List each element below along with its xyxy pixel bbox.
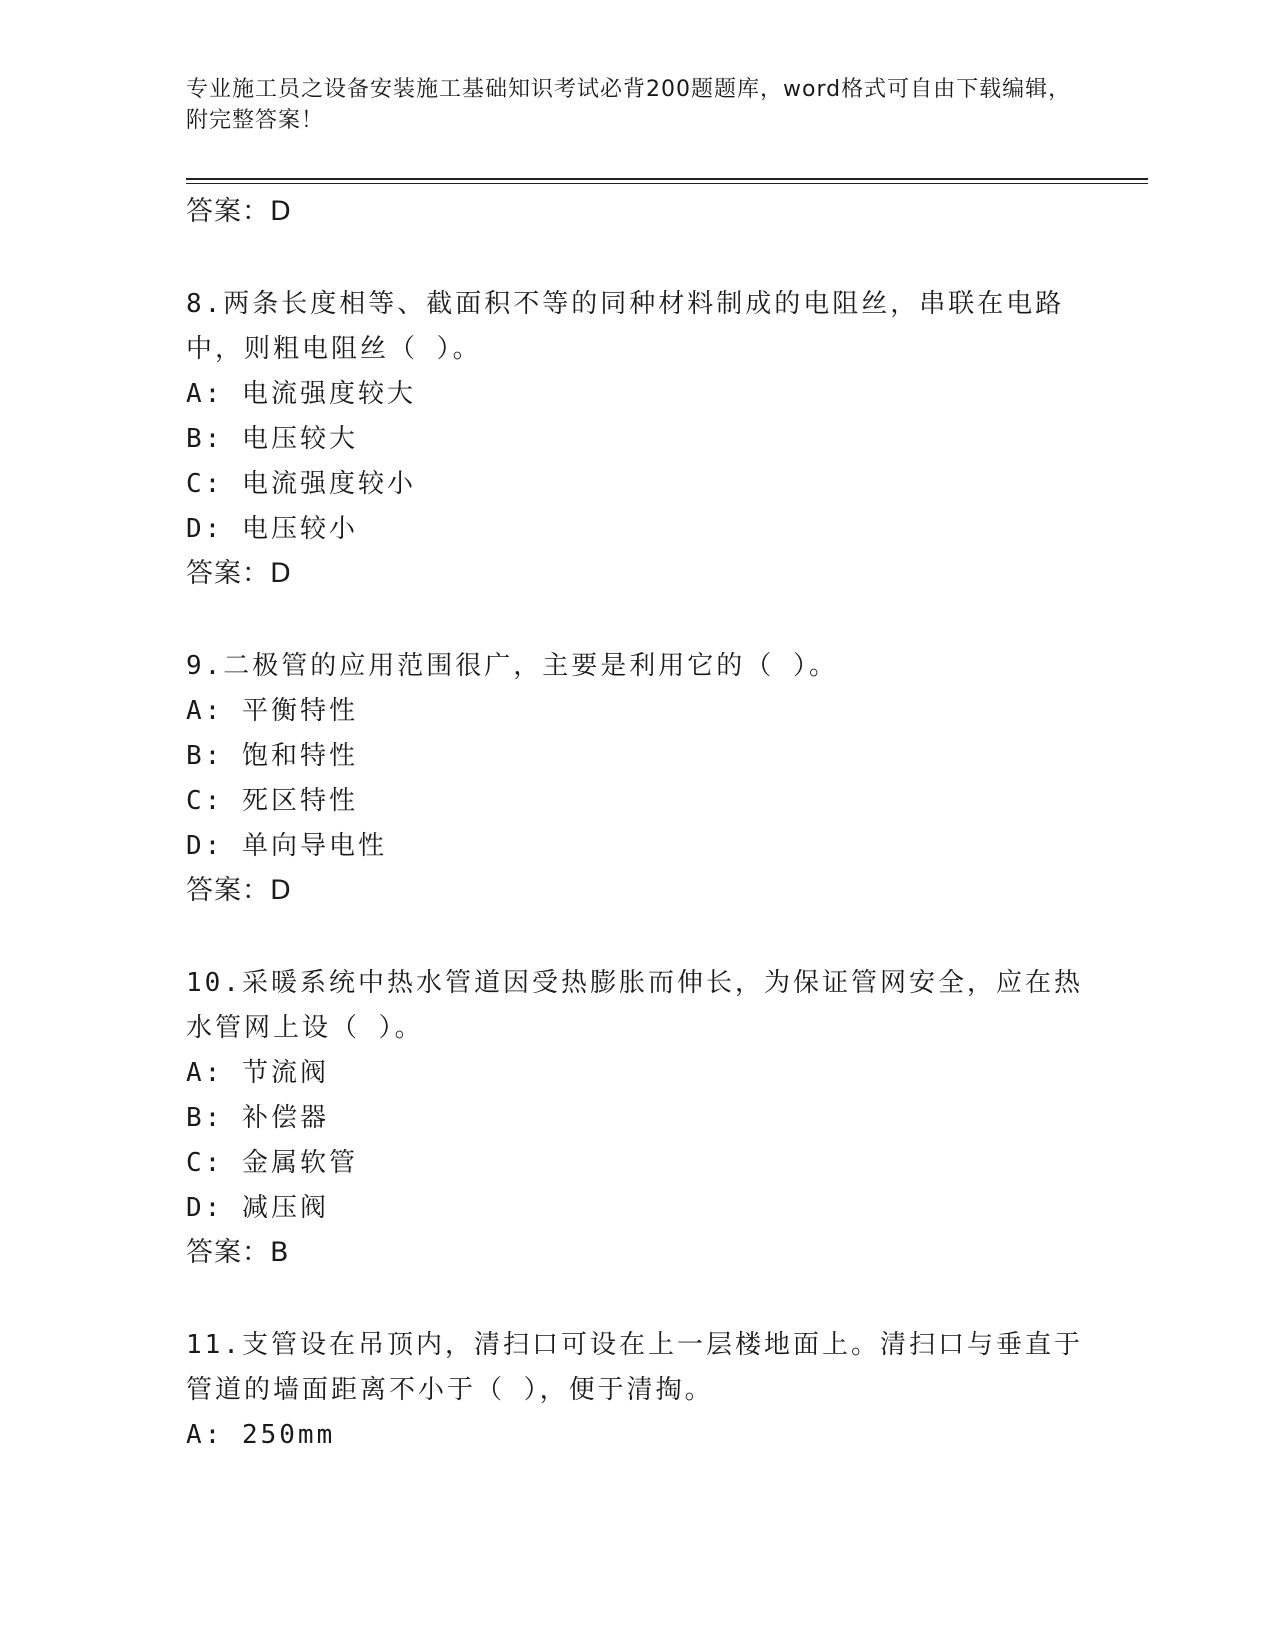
question-stem: 8.两条长度相等、截面积不等的同种材料制成的电阻丝，串联在电路中，则粗电阻丝（ ）。	[186, 289, 1065, 364]
answer-line: 答案：D	[186, 196, 292, 227]
question-9	[186, 644, 1086, 913]
document-body	[186, 190, 1086, 1458]
spacer	[186, 913, 1086, 961]
spacer	[186, 596, 1086, 644]
answer-line: 答案：D	[186, 558, 292, 589]
option-b: B: 电压较大	[186, 424, 358, 454]
option-b: B: 补偿器	[186, 1103, 329, 1133]
option-d: D: 电压较小	[186, 514, 358, 544]
option-d: D: 减压阀	[186, 1193, 329, 1223]
question-stem: 9.二极管的应用范围很广，主要是利用它的（ ）。	[186, 651, 838, 681]
question-8	[186, 282, 1086, 596]
option-a: A: 电流强度较大	[186, 379, 416, 409]
option-c: C: 电流强度较小	[186, 469, 416, 499]
spacer	[186, 1275, 1086, 1323]
question-11	[186, 1323, 1086, 1458]
option-c: C: 金属软管	[186, 1148, 358, 1178]
option-d: D: 单向导电性	[186, 831, 387, 861]
option-a: A: 250mm	[186, 1420, 336, 1450]
header-rule-thin	[186, 183, 1148, 184]
option-c: C: 死区特性	[186, 786, 358, 816]
header-rule-thick	[186, 178, 1148, 180]
option-b: B: 饱和特性	[186, 741, 358, 771]
question-10	[186, 961, 1086, 1275]
document-header: 专业施工员之设备安装施工基础知识考试必背200题题库，word格式可自由下载编辑，附完整答案！	[186, 77, 1072, 133]
question-stem: 11.支管设在吊顶内，清扫口可设在上一层楼地面上。清扫口与垂直于管道的墙面距离不小于（ ），便于清掏。	[186, 1330, 1083, 1405]
option-a: A: 节流阀	[186, 1058, 329, 1088]
spacer	[186, 234, 1086, 282]
option-a: A: 平衡特性	[186, 696, 358, 726]
answer-line: 答案：D	[186, 875, 292, 906]
question-stem: 10.采暖系统中热水管道因受热膨胀而伸长，为保证管网安全，应在热水管网上设（ ）。	[186, 968, 1083, 1043]
answer-line: 答案：B	[186, 1237, 290, 1268]
